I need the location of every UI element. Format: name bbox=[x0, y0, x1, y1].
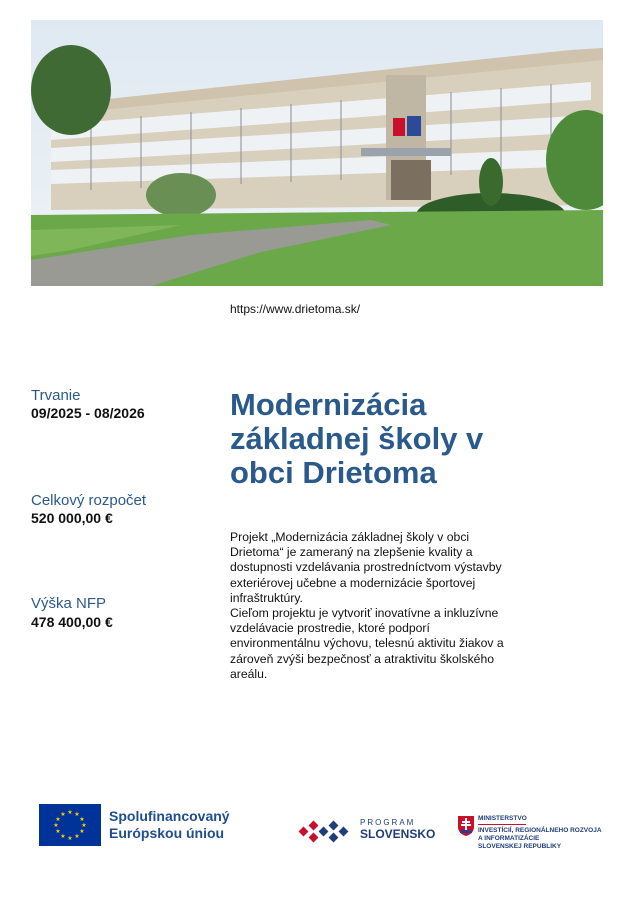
ministry-divider bbox=[478, 824, 526, 825]
svg-text:★: ★ bbox=[74, 811, 80, 818]
program-slovensko-text bbox=[360, 818, 435, 841]
program-slovensko-logo-icon bbox=[296, 815, 354, 849]
svg-text:★: ★ bbox=[55, 828, 61, 835]
eu-flag-icon bbox=[39, 804, 101, 846]
svg-text:★: ★ bbox=[55, 816, 61, 823]
ministry-line1: MINISTERSTVO bbox=[478, 815, 527, 822]
eu-cofunded-text bbox=[109, 808, 230, 842]
website-url[interactable]: https://www.drietoma.sk/ bbox=[230, 302, 361, 316]
ministry-line3: A INFORMATIZÁCIE bbox=[478, 835, 540, 842]
project-description bbox=[230, 530, 520, 682]
svg-text:★: ★ bbox=[81, 822, 87, 829]
eu-text-line1: Spolufinancovaný bbox=[109, 808, 230, 824]
program-label: PROGRAM bbox=[360, 818, 416, 827]
svg-text:★: ★ bbox=[67, 809, 73, 816]
nfp-value: 478 400,00 € bbox=[31, 614, 113, 630]
description-paragraph-1: Projekt „Modernizácia základnej školy v obci Drietoma“ je zameraný na zlepšenie kvality a dostupnosti vzdelávania prostredníctvom výstavby exteriérovej učebne a modernizácie športovej infraštruktúry. bbox=[230, 530, 502, 605]
duration-value: 09/2025 - 08/2026 bbox=[31, 405, 145, 421]
project-title: Modernizácia základnej školy v obci Drietoma bbox=[230, 387, 484, 490]
ministry-line2: INVESTÍCIÍ, REGIONÁLNEHO ROZVOJA bbox=[478, 827, 602, 834]
svg-text:★: ★ bbox=[79, 828, 85, 835]
svg-text:★: ★ bbox=[53, 822, 59, 829]
svg-text:★: ★ bbox=[60, 833, 66, 840]
description-paragraph-2: Cieľom projektu je vytvoriť inovatívne a inkluzívne vzdelávacie prostredie, ktoré podporí environmentálnu výchovu, telesnú aktivitu žiakov a zároveň zvýši bezpečnosť a atraktivitu školského areálu. bbox=[230, 606, 504, 681]
eu-text-line2: Európskou úniou bbox=[109, 825, 225, 841]
duration-label: Trvanie bbox=[31, 387, 81, 404]
nfp-label: Výška NFP bbox=[31, 595, 107, 612]
svg-text:★: ★ bbox=[60, 811, 66, 818]
svg-text:★: ★ bbox=[74, 833, 80, 840]
ministry-line4: SLOVENSKEJ REPUBLIKY bbox=[478, 843, 562, 850]
school-photo bbox=[31, 20, 603, 286]
budget-value: 520 000,00 € bbox=[31, 510, 113, 526]
slovensko-label: SLOVENSKO bbox=[360, 827, 436, 841]
slovak-crest-icon bbox=[457, 815, 475, 837]
svg-text:★: ★ bbox=[79, 816, 85, 823]
budget-label: Celkový rozpočet bbox=[31, 492, 147, 509]
svg-text:★: ★ bbox=[67, 835, 73, 842]
ministry-text bbox=[478, 815, 608, 851]
